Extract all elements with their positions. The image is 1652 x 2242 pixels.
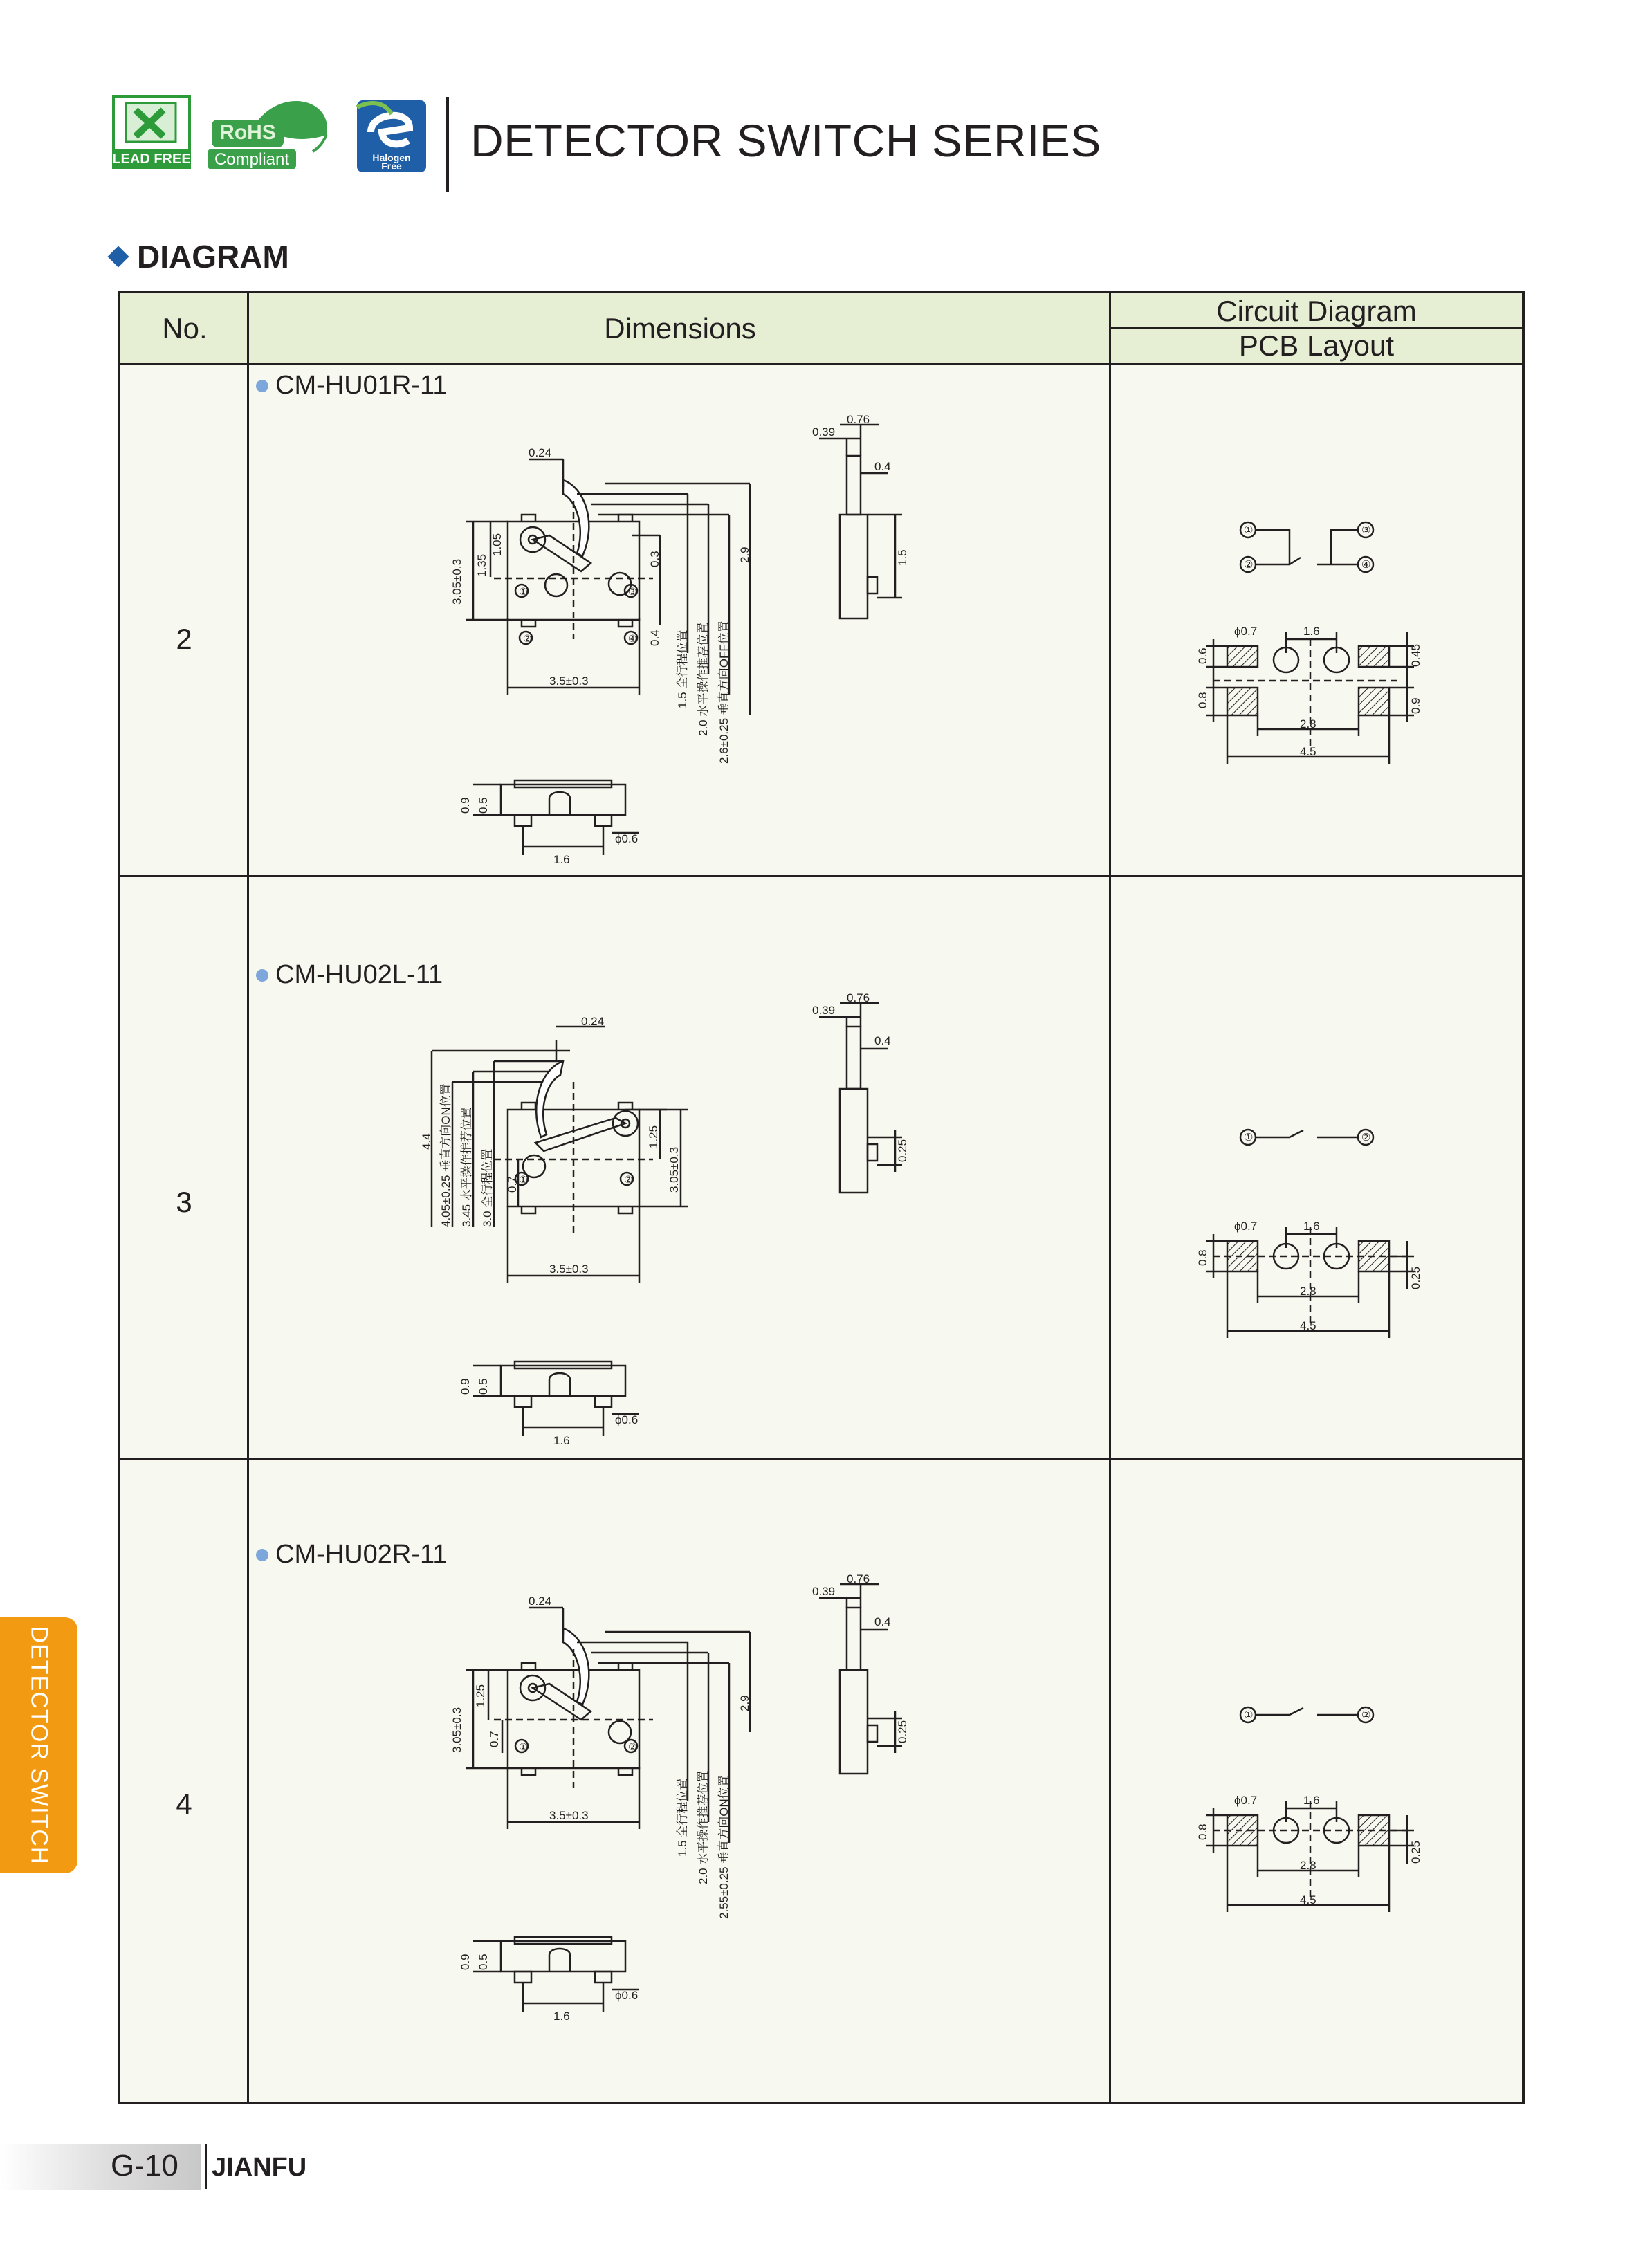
svg-text:3.5±0.3: 3.5±0.3: [549, 674, 589, 688]
svg-text:①: ①: [1244, 1709, 1254, 1721]
model-label: CM-HU01R-11: [275, 371, 448, 400]
svg-text:0.3: 0.3: [648, 551, 661, 567]
header-circuit-label: Circuit Diagram: [1111, 294, 1522, 329]
svg-text:ϕ0.7: ϕ0.7: [1234, 625, 1258, 638]
svg-text:①: ①: [1244, 524, 1254, 536]
bullet-icon: [256, 1549, 268, 1561]
circuit-diagram: [1234, 515, 1414, 591]
svg-text:0.76: 0.76: [847, 1572, 870, 1586]
svg-text:2.6±0.25 垂直方向OFF位置: 2.6±0.25 垂直方向OFF位置: [717, 621, 731, 764]
svg-text:3.5±0.3: 3.5±0.3: [549, 1809, 589, 1822]
model-label: CM-HU02R-11: [275, 1540, 448, 1569]
bullet-icon: [256, 380, 268, 392]
svg-text:2.0 水平操作推荐位置: 2.0 水平操作推荐位置: [697, 622, 710, 736]
row-number: 2: [176, 623, 192, 655]
svg-text:0.39: 0.39: [812, 1004, 836, 1017]
page-header: [111, 93, 1148, 197]
svg-text:1.6: 1.6: [553, 1434, 570, 1447]
side-tab-label: DETECTOR SWITCH: [26, 1626, 53, 1865]
svg-text:①: ①: [1244, 1132, 1254, 1143]
svg-text:1.6: 1.6: [1303, 1220, 1320, 1233]
header-no: [120, 293, 249, 365]
svg-text:0.45: 0.45: [1409, 643, 1422, 667]
svg-text:ϕ0.7: ϕ0.7: [1234, 1794, 1258, 1807]
svg-text:1.6: 1.6: [553, 2010, 570, 2023]
svg-text:1.5: 1.5: [896, 549, 909, 566]
svg-text:3.05±0.3: 3.05±0.3: [450, 558, 464, 605]
svg-text:RoHS: RoHS: [219, 121, 276, 144]
svg-text:0.9: 0.9: [459, 1378, 472, 1395]
svg-text:0.9: 0.9: [459, 1954, 472, 1970]
header-dimensions-label: Dimensions: [604, 311, 756, 344]
svg-text:0.25: 0.25: [1409, 1266, 1422, 1289]
pcb-layout: [1186, 1200, 1476, 1352]
svg-text:③: ③: [1361, 524, 1371, 536]
svg-text:④: ④: [628, 633, 637, 644]
svg-text:ϕ0.7: ϕ0.7: [1234, 1220, 1258, 1233]
dimension-drawing-side-view: [812, 1572, 951, 1788]
svg-text:3.5±0.3: 3.5±0.3: [549, 1262, 589, 1276]
diamond-bullet-icon: [107, 246, 129, 267]
svg-text:0.39: 0.39: [812, 425, 836, 439]
svg-text:①: ①: [519, 586, 528, 597]
svg-text:②: ②: [1361, 1709, 1371, 1721]
lead-free-logo: [111, 93, 192, 171]
svg-text:②: ②: [628, 1741, 637, 1752]
dimension-drawing-side-view: [812, 413, 951, 639]
bullet-icon: [256, 969, 268, 982]
header-circuit-pcb: [1111, 293, 1522, 365]
svg-text:0.4: 0.4: [874, 460, 891, 473]
svg-text:0.39: 0.39: [812, 1585, 836, 1598]
svg-text:0.4: 0.4: [648, 630, 661, 646]
footer-divider: [205, 2144, 207, 2189]
svg-text:0.24: 0.24: [529, 1595, 552, 1608]
svg-text:1.6: 1.6: [1303, 1794, 1320, 1807]
svg-text:1.25: 1.25: [647, 1125, 660, 1148]
svg-text:1.5 全行程位置: 1.5 全行程位置: [676, 1778, 689, 1857]
svg-text:3.05±0.3: 3.05±0.3: [450, 1707, 464, 1753]
row-number: 3: [176, 1186, 192, 1218]
svg-text:ϕ0.6: ϕ0.6: [615, 1989, 639, 2002]
svg-text:①: ①: [519, 1174, 528, 1185]
svg-text:③: ③: [628, 586, 637, 597]
svg-text:0.6: 0.6: [1196, 647, 1209, 664]
svg-text:0.8: 0.8: [1196, 692, 1209, 708]
svg-text:②: ②: [523, 633, 532, 644]
pcb-layout: [1186, 1774, 1476, 1926]
svg-text:2.9: 2.9: [738, 546, 751, 563]
svg-text:2.8: 2.8: [1300, 1859, 1316, 1872]
svg-text:4.5: 4.5: [1300, 1319, 1316, 1332]
svg-text:4.5: 4.5: [1300, 1893, 1316, 1906]
svg-text:②: ②: [1361, 1132, 1371, 1143]
row-divider: [120, 1458, 1522, 1460]
svg-text:0.8: 0.8: [1196, 1823, 1209, 1840]
svg-text:0.25: 0.25: [1409, 1840, 1422, 1864]
svg-text:3.45 水平操作推荐位置: 3.45 水平操作推荐位置: [460, 1107, 473, 1227]
svg-text:3.05±0.3: 3.05±0.3: [668, 1146, 681, 1193]
svg-text:0.4: 0.4: [874, 1615, 891, 1628]
dimension-drawing-front-view: [425, 1359, 646, 1449]
svg-text:LEAD FREE: LEAD FREE: [112, 151, 191, 167]
svg-text:0.9: 0.9: [459, 797, 472, 814]
column-divider: [1109, 293, 1111, 2102]
side-tab: [0, 1617, 77, 1873]
header-pcb-label: PCB Layout: [1238, 329, 1395, 362]
halogen-free-logo: [350, 93, 433, 176]
svg-text:0.8: 0.8: [1196, 1249, 1209, 1266]
svg-text:1.05: 1.05: [490, 533, 504, 556]
section-heading: [111, 238, 289, 275]
row-number: 4: [176, 1788, 192, 1820]
svg-text:4.05±0.25 垂直方向ON位置: 4.05±0.25 垂直方向ON位置: [439, 1083, 452, 1227]
diagram-table: [118, 291, 1525, 2104]
page-title: DETECTOR SWITCH SERIES: [470, 115, 1101, 166]
svg-text:4.5: 4.5: [1300, 745, 1316, 758]
svg-text:2.55±0.25 垂直方向ON位置: 2.55±0.25 垂直方向ON位置: [717, 1775, 731, 1919]
svg-text:0.9: 0.9: [1409, 697, 1422, 714]
circuit-diagram: [1234, 1698, 1414, 1732]
model-label: CM-HU02L-11: [275, 960, 443, 989]
svg-text:0.5: 0.5: [477, 797, 490, 814]
row-divider: [120, 875, 1522, 877]
svg-text:Halogen: Halogen: [372, 152, 411, 163]
svg-text:①: ①: [519, 1741, 528, 1752]
svg-text:④: ④: [1361, 559, 1371, 571]
svg-text:0.76: 0.76: [847, 413, 870, 426]
svg-text:1.25: 1.25: [474, 1684, 487, 1707]
svg-text:1.6: 1.6: [1303, 625, 1320, 638]
pcb-layout: [1186, 612, 1476, 771]
svg-text:0.25: 0.25: [896, 1720, 909, 1743]
rohs-compliant-logo: [202, 93, 340, 171]
svg-text:ϕ0.6: ϕ0.6: [615, 1413, 639, 1426]
dimension-drawing-side-view: [812, 991, 951, 1206]
dimension-drawing-front-view: [425, 1934, 646, 2024]
svg-text:4.4: 4.4: [420, 1133, 433, 1150]
svg-text:1.5 全行程位置: 1.5 全行程位置: [676, 630, 689, 708]
svg-text:0.7: 0.7: [506, 1176, 519, 1193]
svg-text:2.0 水平操作推荐位置: 2.0 水平操作推荐位置: [697, 1770, 710, 1884]
dimension-drawing-top-view: [356, 985, 840, 1317]
svg-text:0.5: 0.5: [477, 1378, 490, 1395]
svg-text:0.25: 0.25: [896, 1139, 909, 1162]
svg-text:0.5: 0.5: [477, 1954, 490, 1970]
header-divider: [446, 97, 449, 192]
brand-name: JIANFU: [212, 2153, 307, 2182]
svg-text:2.8: 2.8: [1300, 1285, 1316, 1298]
dimension-drawing-front-view: [425, 778, 646, 867]
svg-text:0.76: 0.76: [847, 991, 870, 1004]
svg-text:ϕ0.6: ϕ0.6: [615, 832, 639, 845]
svg-text:3.0 全行程位置: 3.0 全行程位置: [481, 1148, 494, 1227]
svg-text:0.4: 0.4: [874, 1034, 891, 1047]
circuit-diagram: [1234, 1120, 1414, 1155]
svg-text:2.8: 2.8: [1300, 717, 1316, 731]
svg-text:0.24: 0.24: [529, 446, 552, 459]
section-title: DIAGRAM: [137, 239, 289, 275]
header-no-label: No.: [162, 311, 208, 344]
svg-text:Free: Free: [381, 160, 402, 172]
svg-text:1.6: 1.6: [553, 853, 570, 866]
svg-text:1.35: 1.35: [475, 553, 488, 577]
svg-text:Compliant: Compliant: [214, 150, 290, 169]
model-name: [256, 1540, 447, 1570]
page-number: G-10: [111, 2149, 178, 2183]
svg-text:②: ②: [624, 1174, 633, 1185]
svg-text:0.7: 0.7: [488, 1731, 501, 1747]
svg-text:②: ②: [1244, 559, 1254, 571]
model-name: [256, 371, 447, 401]
svg-text:0.24: 0.24: [581, 1015, 605, 1028]
header-dimensions: [249, 293, 1111, 365]
svg-text:2.9: 2.9: [738, 1695, 751, 1711]
